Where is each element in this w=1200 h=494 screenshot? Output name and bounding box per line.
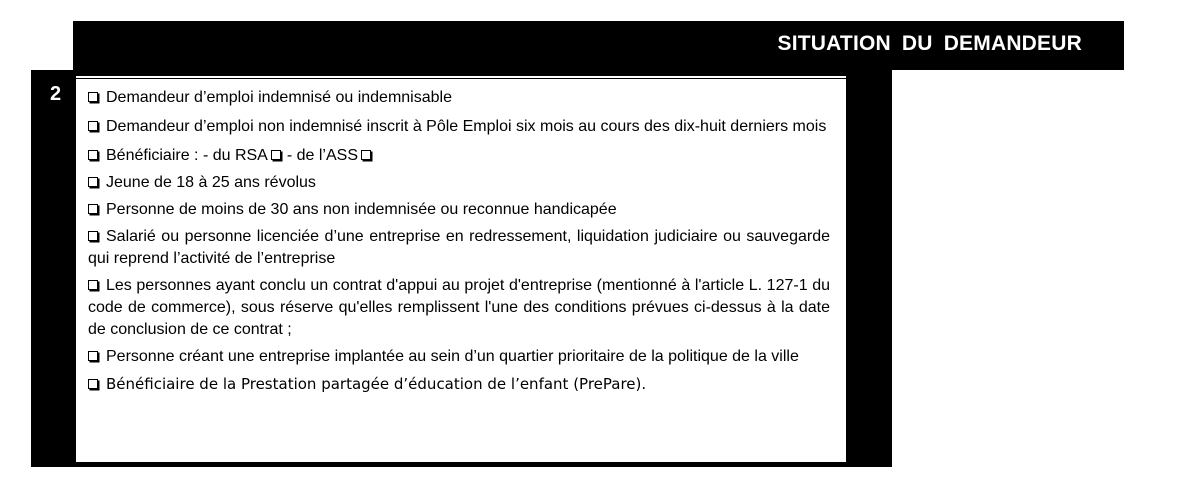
option-label: Personne créant une entreprise implantée au sein d’un quartier prioritaire de la politique de la ville xyxy=(106,348,799,365)
option-label: Bénéficiaire de la Prestation partagée d’éducation de l’enfant (PrePare). xyxy=(106,375,647,393)
square-checkbox-icon[interactable] xyxy=(88,280,98,290)
square-checkbox-icon[interactable] xyxy=(88,204,98,214)
option-prepare xyxy=(88,373,830,395)
option-label: Les personnes ayant conclu un contrat d'appui au projet d'entreprise (mentionné à l'article L. 127-1 du code de commerce), sous réserve qu'elles remplissent l'une des conditions prévues ci-dessus à la date de conclusion de ce contrat ; xyxy=(88,277,830,338)
option-label-rsa: Bénéficiaire : - du RSA xyxy=(106,147,268,164)
square-checkbox-icon[interactable] xyxy=(88,379,98,389)
square-checkbox-icon[interactable] xyxy=(361,150,371,160)
section-title: SITUATION DU DEMANDEUR xyxy=(777,32,1082,55)
option-label: Jeune de 18 à 25 ans révolus xyxy=(106,174,316,191)
situation-options-panel xyxy=(76,74,846,463)
option-jeune-18-25 xyxy=(88,172,830,194)
option-moins-30-ans xyxy=(88,199,830,221)
situation-options-list xyxy=(88,87,830,402)
section-number: 2 xyxy=(50,83,62,105)
option-label: Salarié ou personne licenciée d’une entreprise en redressement, liquidation judiciaire ou sauvegarde qui reprend l’activité de l’entreprise xyxy=(88,228,830,267)
option-quartier-prioritaire xyxy=(88,346,830,368)
option-demandeur-indemnise xyxy=(88,87,830,109)
option-demandeur-non-indemnise xyxy=(88,116,830,138)
option-label-ass: - de l’ASS xyxy=(286,147,358,164)
square-checkbox-icon[interactable] xyxy=(88,351,98,361)
square-checkbox-icon[interactable] xyxy=(88,231,98,241)
option-label: Personne de moins de 30 ans non indemnisée ou reconnue handicapée xyxy=(106,201,617,218)
option-label: Demandeur d’emploi non indemnisé inscrit à Pôle Emploi six mois au cours des dix-huit derniers mois xyxy=(106,118,827,135)
option-contrat-appui xyxy=(88,275,830,341)
option-salarie-licencie xyxy=(88,226,830,270)
square-checkbox-icon[interactable] xyxy=(88,121,98,131)
option-label: Demandeur d’emploi indemnisé ou indemnisable xyxy=(106,89,452,106)
square-checkbox-icon[interactable] xyxy=(271,150,281,160)
square-checkbox-icon[interactable] xyxy=(88,92,98,102)
square-checkbox-icon[interactable] xyxy=(88,177,98,187)
square-checkbox-icon[interactable] xyxy=(88,150,98,160)
option-beneficiaire-rsa-ass xyxy=(88,145,830,167)
section-header-bar xyxy=(73,21,1124,70)
